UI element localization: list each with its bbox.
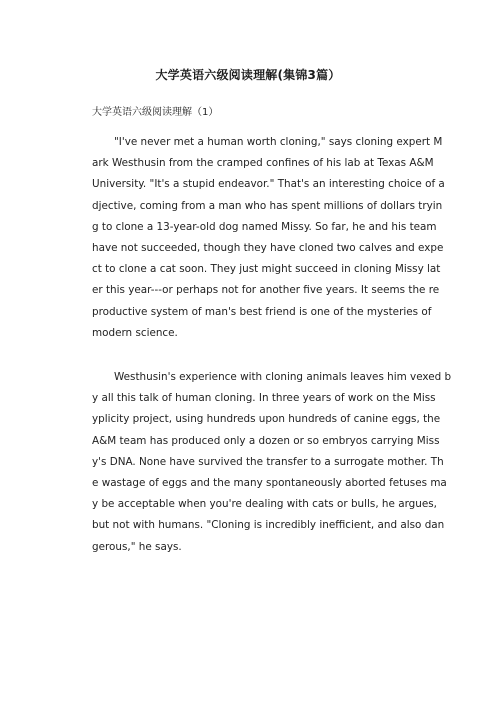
section-heading: 大学英语六级阅读理解（1） (92, 107, 219, 118)
paragraph-line: djective, coming from a man who has spent millions of dollars tryin (92, 199, 443, 212)
paragraph-line: but not with humans. "Cloning is incredibly inefficient, and also dan (92, 519, 445, 532)
document-title: 大学英语六级阅读理解(集锦3篇） (155, 68, 341, 82)
paragraph-line: gerous," he says. (92, 540, 182, 553)
paragraph-1 (92, 132, 445, 344)
paragraph-line: yplicity project, using hundreds upon hundreds of canine eggs, the (92, 413, 441, 426)
paragraph-line: er this year---or perhaps not for another five years. It seems the re (92, 284, 440, 297)
paragraph-line: g to clone a 13-year-old dog named Missy. So far, he and his team (92, 220, 437, 233)
paragraph-line: University. "It's a stupid endeavor." That's an interesting choice of a (92, 178, 445, 191)
paragraph-line: y's DNA. None have survived the transfer to a surrogate mother. Th (92, 455, 444, 468)
paragraph-line: ct to clone a cat soon. They just might succeed in cloning Missy lat (92, 263, 441, 276)
paragraph-line: productive system of man's best friend is one of the mysteries of (92, 305, 432, 318)
paragraph-line: Westhusin's experience with cloning animals leaves him vexed b (114, 371, 452, 383)
paragraph-2 (92, 367, 452, 558)
paragraph-line: e wastage of eggs and the many spontaneously aborted fetuses ma (92, 476, 447, 489)
paragraph-line: A&M team has produced only a dozen or so embryos carrying Miss (92, 434, 440, 447)
paragraph-line: "I've never met a human worth cloning," says cloning expert M (114, 136, 443, 148)
paragraph-line: ark Westhusin from the cramped confines of his lab at Texas A&M (92, 157, 434, 170)
paragraph-line: have not succeeded, though they have cloned two calves and expe (92, 241, 444, 254)
paragraph-line: y all this talk of human cloning. In three years of work on the Miss (92, 392, 436, 405)
paragraph-line: modern science. (92, 326, 178, 339)
paragraph-line: y be acceptable when you're dealing with cats or bulls, he argues, (92, 498, 437, 511)
